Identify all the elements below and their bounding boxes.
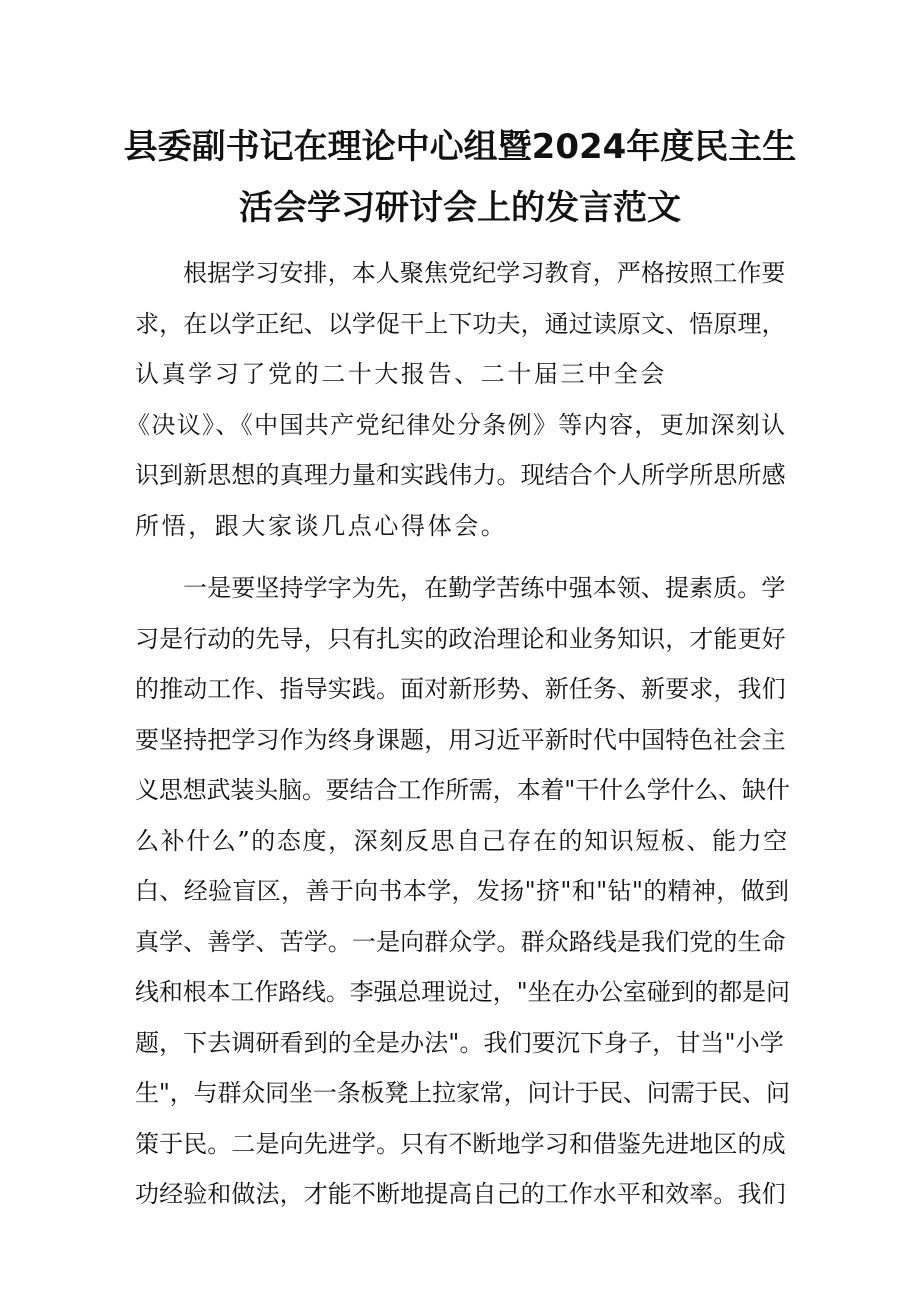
body-text-line: 策于民。二是向先进学。只有不断地学习和借鉴先进地区的成 [135,1130,786,1158]
body-text-line: 的推动工作、指导实践。面对新形势、新任务、新要求，我们 [135,675,786,703]
body-text-line: 所悟，跟大家谈几点心得体会。 [135,512,508,540]
body-text-line: 习是行动的先导，只有扎实的政治理论和业务知识，才能更好 [135,625,786,653]
body-text-line: 白、经验盲区，善于向书本学，发扬"挤"和"钻"的精神，做到 [135,877,790,905]
body-text-line: 题，下去调研看到的全是办法"。我们要沉下身子，甘当"小学 [135,1029,784,1057]
body-text-line: 么补什么”的态度，深刻反思自己存在的知识短板、能力空 [135,827,789,855]
body-text-line: 识到新思想的真理力量和实践伟力。现结合个人所学所思所感 [135,461,786,489]
body-text-line: 真学、善学、苦学。一是向群众学。群众路线是我们党的生命 [135,928,786,956]
body-text-line: 线和根本工作路线。李强总理说过，"坐在办公室碰到的都是问 [135,978,790,1006]
body-text-line: 生"，与群众同坐一条板凳上拉家常，问计于民、问需于民、问 [135,1079,790,1107]
body-text-line: 根据学习安排，本人聚焦党纪学习教育，严格按照工作要 [183,259,786,287]
body-text-line: 功经验和做法，才能不断地提高自己的工作水平和效率。我们 [135,1180,786,1208]
body-text-line: 一是要坚持学字为先，在勤学苦练中强本领、提素质。学 [183,574,786,602]
document-title-line-2: 活会学习研讨会上的发言范文 [239,188,681,228]
body-text-line: 要坚持把学习作为终身课题，用习近平新时代中国特色社会主 [135,726,786,754]
body-text-line: 义思想武装头脑。要结合工作所需，本着"干什么学什么、缺什 [135,776,790,804]
body-text-line: 《决议》、《中国共产党纪律处分条例》等内容，更加深刻认 [126,411,787,439]
body-text-line: 认真学习了党的二十大报告、二十届三中全会 [135,360,667,388]
body-text-line: 求，在以学正纪、以学促干上下功夫，通过读原文、悟原理， [135,310,786,338]
document-title-line-1: 县委副书记在理论中心组暨2024年度民主生 [123,127,797,167]
